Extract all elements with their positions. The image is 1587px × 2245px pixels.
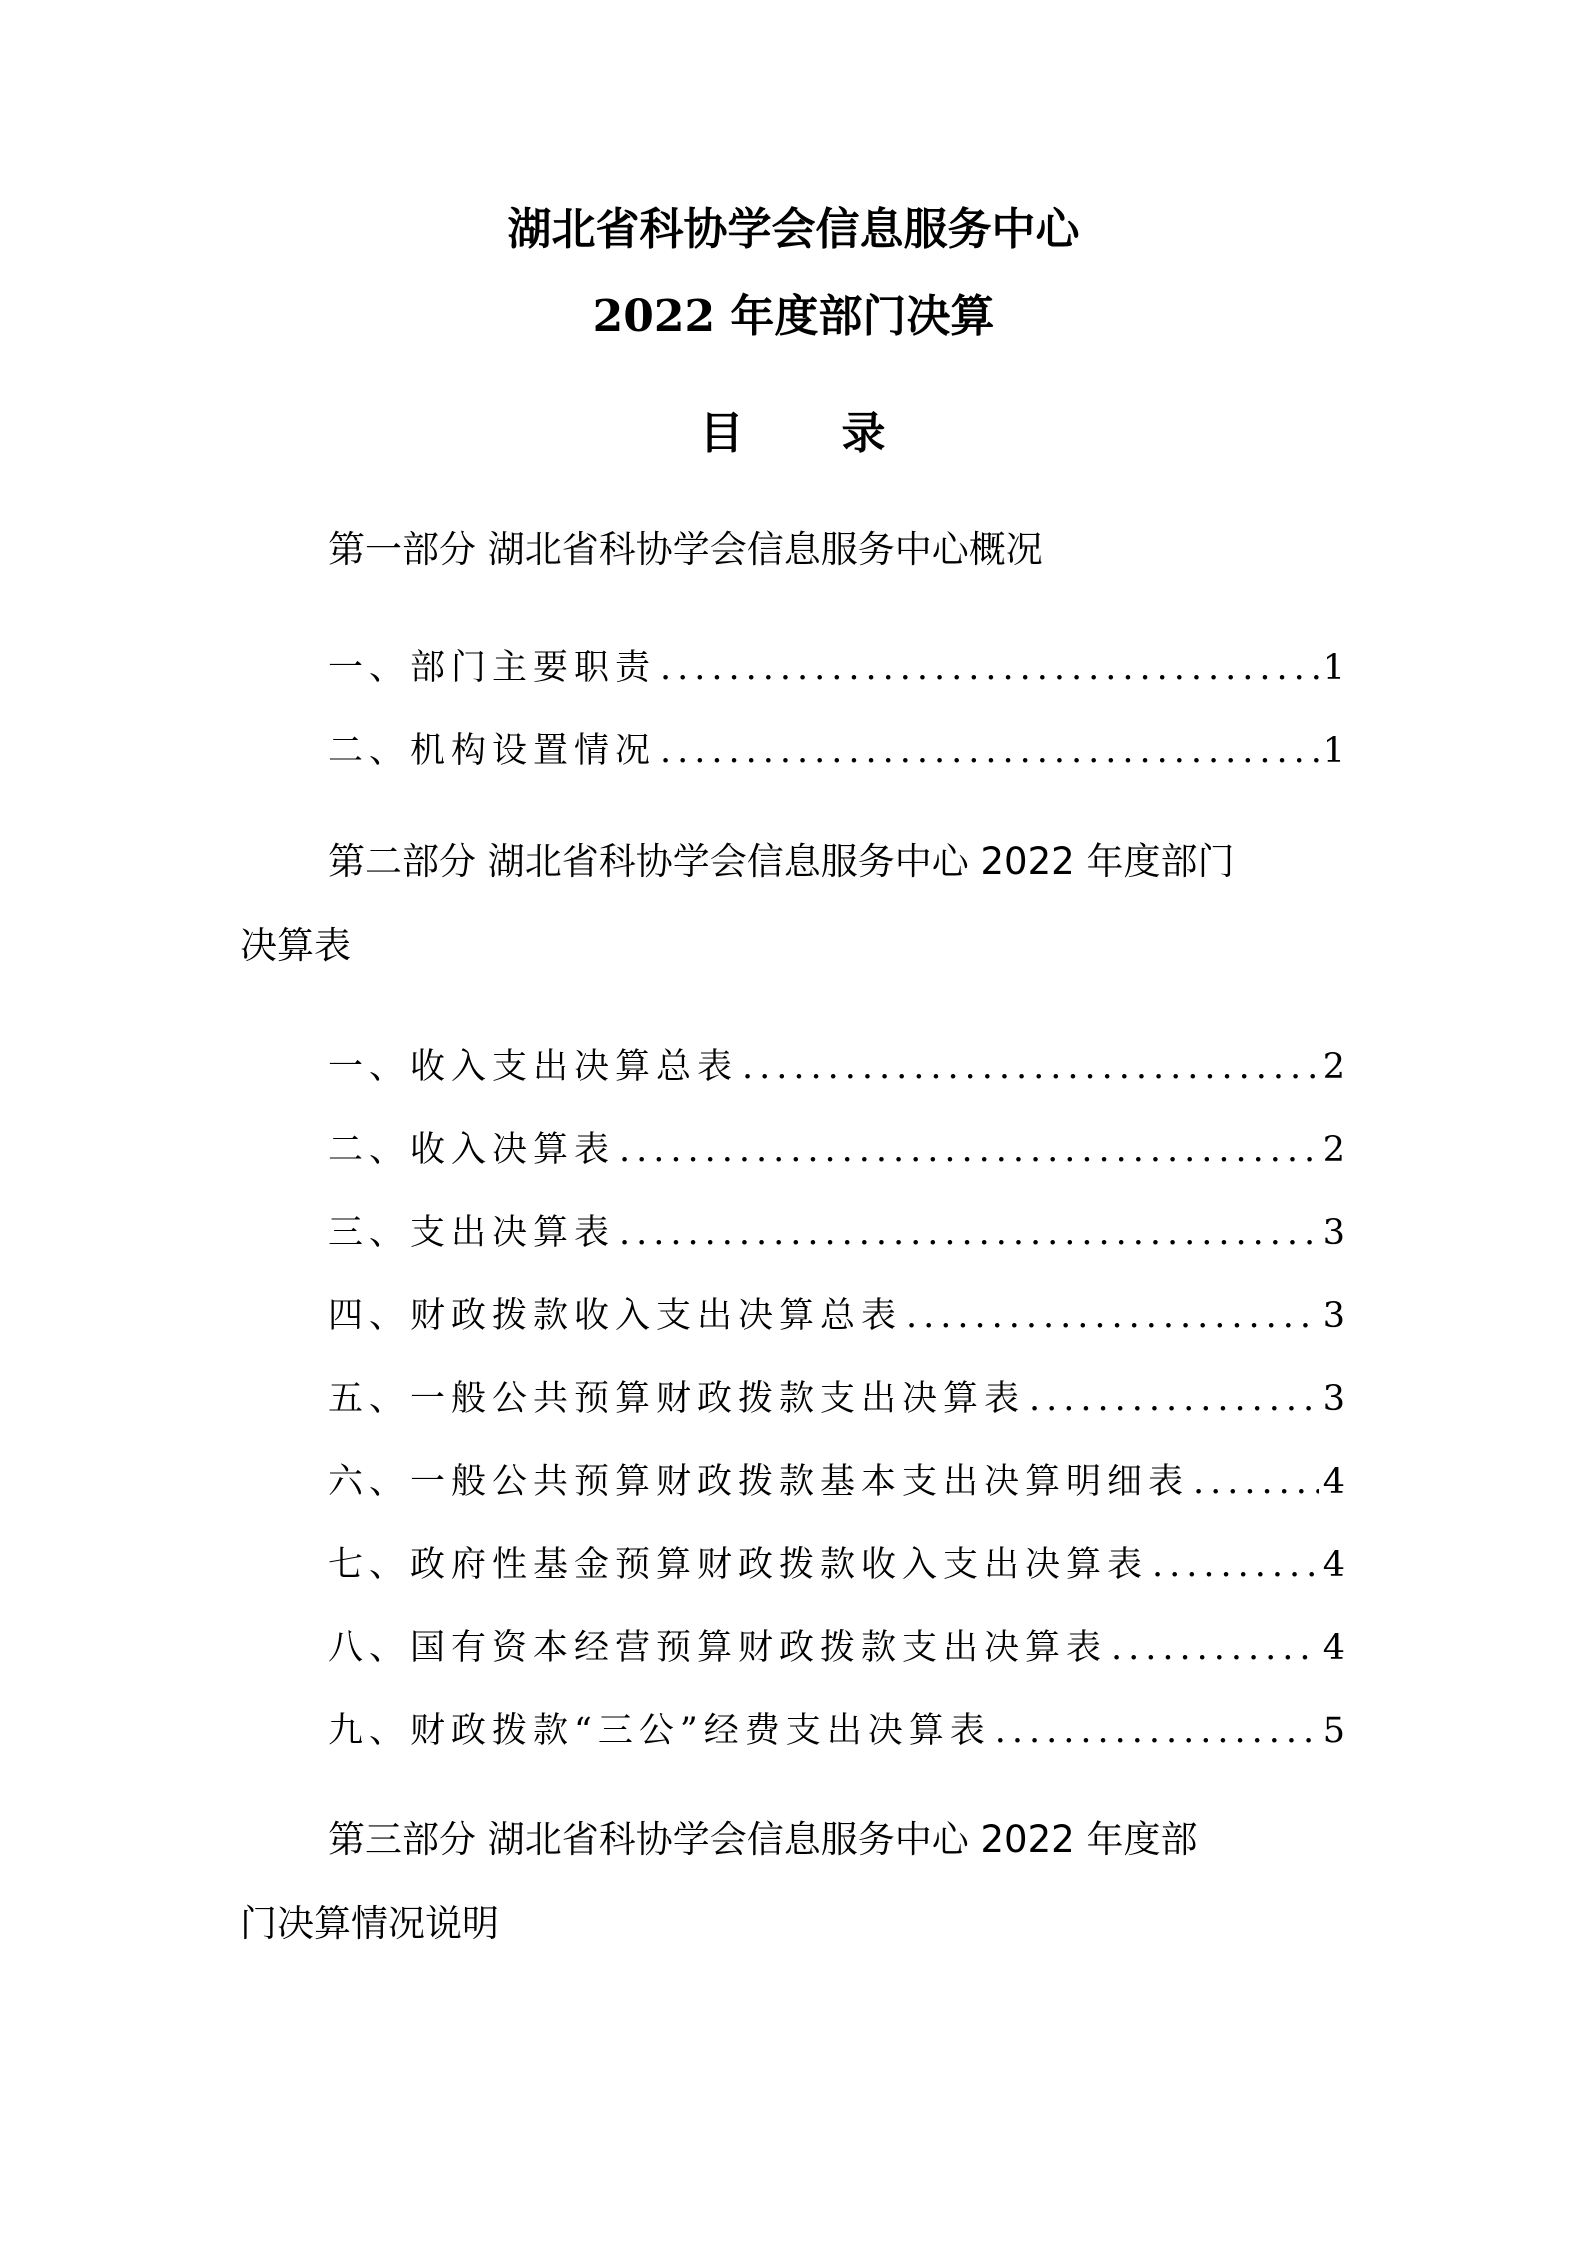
toc-entry-page: 1	[1322, 731, 1345, 771]
part-3-heading-line-2: 门决算情况说明	[240, 1902, 499, 1945]
toc-entry-page: 3	[1322, 1213, 1345, 1253]
toc-entry[interactable]	[328, 1203, 1345, 1263]
toc-entry[interactable]	[328, 1037, 1345, 1097]
toc-entry-label: 四、财政拨款收入支出决算总表	[328, 1296, 903, 1336]
toc-leader-dots	[742, 1037, 1319, 1097]
toc-heading-char-2: 录	[841, 408, 888, 459]
toc-leader-dots	[906, 1286, 1319, 1346]
toc-entry-label: 一、收入支出决算总表	[328, 1047, 739, 1087]
toc-leader-dots	[1152, 1535, 1319, 1595]
part-1-heading: 第一部分 湖北省科协学会信息服务中心概况	[328, 528, 1043, 571]
toc-leader-dots	[995, 1701, 1319, 1761]
part-2-heading	[240, 820, 1345, 988]
toc-entry[interactable]	[328, 1701, 1345, 1761]
toc-entry[interactable]	[328, 1369, 1345, 1429]
toc-entry-page: 5	[1322, 1711, 1345, 1751]
toc-leader-dots	[1193, 1452, 1319, 1512]
toc-entry-label: 一、部门主要职责	[328, 648, 657, 688]
toc-entry[interactable]	[328, 1452, 1345, 1512]
toc-entry-page: 2	[1322, 1047, 1345, 1087]
toc-heading	[0, 404, 1587, 464]
toc-entry-label: 六、一般公共预算财政拨款基本支出决算明细表	[328, 1462, 1190, 1502]
toc-entry-page: 3	[1322, 1379, 1345, 1419]
toc-heading-char-1: 目	[699, 408, 746, 459]
toc-entry[interactable]	[328, 638, 1345, 698]
toc-entry-label: 九、财政拨款“三公”经费支出决算表	[328, 1711, 991, 1751]
toc-entry-label: 二、机构设置情况	[328, 731, 657, 771]
toc-leader-dots	[660, 638, 1319, 698]
toc-leader-dots	[1111, 1618, 1319, 1678]
toc-entry[interactable]	[328, 1535, 1345, 1595]
toc-entry-label: 三、支出决算表	[328, 1213, 616, 1253]
toc-entry[interactable]	[328, 1286, 1345, 1346]
toc-entry-page: 3	[1322, 1296, 1345, 1336]
toc-leader-dots	[619, 1203, 1319, 1263]
toc-leader-dots	[660, 721, 1319, 781]
part-2-heading-line-1: 第二部分 湖北省科协学会信息服务中心 2022 年度部门	[328, 840, 1235, 883]
toc-entry-label: 八、国有资本经营预算财政拨款支出决算表	[328, 1628, 1108, 1668]
part-3-heading-line-1: 第三部分 湖北省科协学会信息服务中心 2022 年度部	[328, 1818, 1198, 1861]
document-title-line-1: 湖北省科协学会信息服务中心	[507, 204, 1080, 255]
toc-entry[interactable]	[328, 1618, 1345, 1678]
part-3-heading	[240, 1798, 1345, 1966]
toc-entry-label: 七、政府性基金预算财政拨款收入支出决算表	[328, 1545, 1149, 1585]
toc-entry-page: 2	[1322, 1130, 1345, 1170]
toc-entry-label: 五、一般公共预算财政拨款支出决算表	[328, 1379, 1026, 1419]
toc-leader-dots	[1029, 1369, 1319, 1429]
toc-entry-page: 4	[1322, 1462, 1345, 1502]
toc-entry-page: 1	[1322, 648, 1345, 688]
toc-entry-page: 4	[1322, 1545, 1345, 1585]
toc-entry-label: 二、收入决算表	[328, 1130, 616, 1170]
toc-leader-dots	[619, 1120, 1319, 1180]
toc-entry[interactable]	[328, 1120, 1345, 1180]
toc-entry[interactable]	[328, 721, 1345, 781]
toc-entry-page: 4	[1322, 1628, 1345, 1668]
part-2-heading-line-2: 决算表	[240, 924, 351, 967]
document-title-line-2: 2022 年度部门决算	[592, 291, 995, 342]
